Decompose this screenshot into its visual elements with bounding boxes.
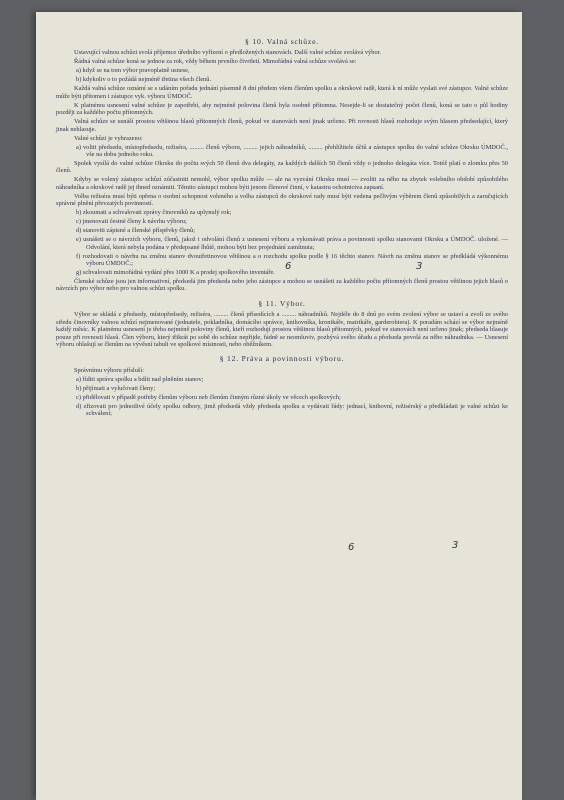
handwritten-number: 3 [452,540,459,551]
list-item: c) jmenovati čestné členy k návrhu výboru; [76,218,187,226]
list-item: c) přidělovati v případě potřeby členům výboru neb členům činným různé úkoly ve věcech spolkových; [76,393,341,401]
paragraph: Spolek vysílá do valné schůze Okrsku do počtu svých 50 členů dva delegáty, za každých dalších 50 členů vždy o jednoho delegáta více. Totéž platí o zlomku přes 50 členů. [56,160,508,175]
handwritten-number: 6 [348,542,355,553]
paragraph: Členské schůze jsou jen informativní, předsedá jim předseda nebo jeho zástupce a mohou se usnášeti za každého počtu přítomných členů prostou většinou jejich hlasů o návrzích pro výbor nebo pro valnou schůzi spolku. [56,278,508,293]
paragraph: Řádná valná schůze koná se jednou za rok, vždy během prvního čtvrtletí. Mimořádná valná schůze svolává se: [74,58,357,66]
list-item: a) když se na tom výbor pravoplatně usnese, [76,67,190,75]
section-10-title: § 10. Valná schůze. [245,37,319,46]
paragraph: Ustavující valnou schůzi svolá příjemce úředního vyřízení o předložených stanovách. Další valné schůze svolává výbor. [74,49,382,57]
list-item: e) usnášeti se o návrzích výboru, členů, jakož i odvolání členů z usnesení výboru a vykonávati práva a povinnosti spolku stanovami Okrsku a ÚMDOČ. uložené. — Odvolání, která nebyla podána v předepsané lhůtě, mohou býti bez projednání zamítnuta; [76,236,508,251]
page-content [56,38,508,419]
list-item: g) schvalovati mimořádná vydání přes 1000 K a prodej spolkového inventáře. [76,269,275,277]
list-item: d) zřizovati pro jednotlivé účely spolku odbory, jimž předsedá vždy předseda spolku a vydávati řády: jednací, knihovní, režisérský a předkládati je valné schůzi ke schválení; [76,402,508,418]
paragraph: K platnému usnesení valné schůze je zapotřebí, aby nejméně polovina členů byla osobně přítomna. Nesejde-li se dostatečný počet členů, koná se tato o půl hodiny později za každého počtu přítomných. [56,101,508,117]
paragraph: Kdyby se volený zástupce schůzí zúčastniti nemohl, výbor spolku může — ale na vyzvání Okrsku musí — zvoliti za něho na zbytek volebního období způsobilého náhradníka a okrskové radě jej ihned oznámiti. Těmito zástupci mohou býti jenom členové činní, v katastru ochotnictva zapsaní. [56,176,508,191]
section-12-title: § 12. Práva a povinnosti výboru. [219,354,345,364]
paragraph: Výbor se skládá z předsedy, místopředsedy, režiséra, ......... členů přísedících a ......... náhradníků. Nejdéle do 8 dnů po svém zvolení výbor se ustaví a zvolí ze svého středu činovníky valnou schůzí nejmenované (jednatele, pokladníka, domácího správce, knihovníka, kronikáře, matrikáře, garderobiera). K poradám schází se výbor nejméně každý měsíc. K platnému usnesení je třeba nejméně poloviny členů, kteří rozhodují prostou většinou hlasů přítomných, pokud ve stanovách není určeno jinak; předseda hlasuje pouze při rovnosti hlasů. Člen výboru, který třikrát po sobě do schůze nepřijde, řádně se neomluviv, pozbývá svého úřadu a předseda povolá za něho náhradníka. — Usnesení výboru ohlašují se členům na vývěsní tabuli ve spolkové místnosti, nebo oběžníkem. [56,311,508,348]
list-item: a) voliti předsedu, místopředsedu, režiséra, ......... členů výboru, ......... jejich náhradníků, ......... přehlížitele účtů a zástupce spolku do valné schůze Okrsku ÚMDOČ., vše na dobu jednoho roku. [76,143,508,159]
paragraph: Každá valná schůze oznámí se s udáním pořadu jednání písemně 8 dní předem všem členům spolku a okrskové radě, která k ní může vyslati své zástupce. Valné schůze může býti přítomen i zástupce vyk. výboru ÚMDOČ. [56,85,508,100]
list-item: b) kdykoliv o to požádá nejméně třetina všech členů. [76,76,212,84]
paragraph: Volba režiséra musí býti opřena o osobní schopnost voleného a volba zástupců do okrskové rady musí býti vedena pečlivým výběrem členů způsobilých a zaručujících správné plnění převzatých povinností. [56,192,508,208]
list-item: d) stanoviti zápisné a členské příspěvky členů; [76,227,195,235]
list-item: b) přijímati a vylučovati členy; [76,384,156,392]
handwritten-number: 6 [285,261,292,272]
document-page [36,12,522,800]
handwritten-number: 3 [416,261,423,272]
list-item: a) říditi správu spolku a bdíti nad plněním stanov; [76,375,204,383]
list-item: f) rozhodovati o návrhu na změnu stanov dvoutřetinovou většinou a o rozchodu spolku podle § 16 těchto stanov. Návrh na změnu stanov se předkládá výkonnému výboru ÚMDOČ.; [76,252,508,268]
paragraph: Valné schůzi je vyhrazeno: [74,134,143,142]
list-item: b) zkoumati a schvalovati zprávy činovníků za uplynulý rok; [76,209,232,217]
paragraph: Valná schůze se usnáší prostou většinou hlasů přítomných členů, pokud ve stanovách není jinak určeno. Při rovnosti hlasů rozhoduje svým hlasem předsedající, který jinak nehlasuje. [56,118,508,133]
section-11-title: § 11. Výbor. [258,298,306,308]
paragraph: Správnímu výboru přísluší: [74,366,144,374]
